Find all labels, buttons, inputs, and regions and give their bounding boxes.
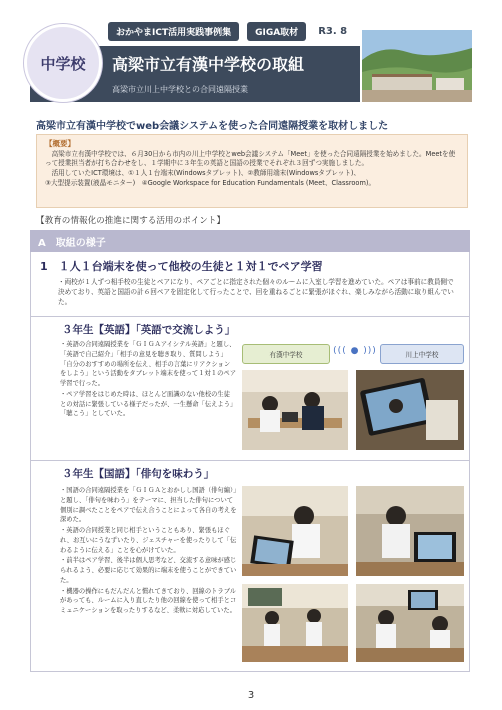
english-photo-tablet <box>356 370 464 450</box>
divider-japanese <box>30 460 470 461</box>
section-a-bar: A 取組の様子 <box>30 230 470 252</box>
english-photo-classroom <box>242 370 348 450</box>
japanese-photo-student-right <box>356 486 464 576</box>
english-bullets <box>60 340 236 420</box>
english-bullet-2: ・ペア学習をはじめた時は、ほとんど面識のない他校の生徒との対話に緊張している様子だったが、一生懸命「伝えよう」「聴こう」としていた。 <box>60 390 234 418</box>
date-tag: R3. 8 <box>318 26 348 37</box>
header-tags <box>108 22 347 41</box>
signal-icon: ((( ● ))) <box>333 346 377 356</box>
type-tag: GIGA取材 <box>247 22 306 41</box>
page-number: 3 <box>247 690 255 701</box>
item-1-body: ・両校が１人ずつ相手校の生徒とペアになり、ペアごとに指定された個々のルームに入室し学習を進めていた。ペアは事前に教員側で決めており、英語と国語の計６回ペアを固定化して行ったことで、回を重ねるごとに緊張がほぐれ、楽しみながら活動に取り組んでいた。 <box>58 278 454 306</box>
overview-title: 【概要】 <box>45 139 75 148</box>
overview-paragraph-2: 活用していたICT環境は、①１人１台端末(Windowsタブレット)、②教師用端末(Windowsタブレット)、 <box>51 168 361 177</box>
japanese-heading: ３年生【国語】「俳句を味わう」 <box>62 468 215 480</box>
school-label-kawakami: 川上中学校 <box>380 344 464 364</box>
japanese-bullets <box>60 486 238 617</box>
japanese-photo-classroom <box>242 584 348 662</box>
page-subtitle: 高梁市立川上中学校との合同遠隔授業 <box>112 85 248 94</box>
school-label-ukan: 有漢中学校 <box>242 344 330 364</box>
points-heading: 【教育の情報化の推進に関する活用のポイント】 <box>36 216 226 226</box>
english-heading: ３年生【英語】「英語で交流しよう」 <box>62 324 236 336</box>
japanese-bullet-2: ・英語の合同授業と同じ相手ということもあり、緊張もほぐれ、お互いにうなずいたり、ジェスチャーを使ったりして「伝わるように伝える」ことを心がけていた。 <box>60 527 237 554</box>
overview-paragraph-3: ③大型提示装置(液晶モニター) ④Google Workspace for Education Fundamentals (Meet、Classroom)。 <box>45 178 376 187</box>
overview-box <box>36 134 468 208</box>
japanese-photo-student-left <box>242 486 348 576</box>
item-1-heading: 1 １人１台端末を使って他校の生徒と１対１でペア学習 <box>40 260 323 273</box>
header <box>0 0 502 110</box>
japanese-photo-pair <box>356 584 464 662</box>
lead-text: 高梁市立有漢中学校でweb会議システムを使った合同遠隔授業を取材しました <box>36 121 389 132</box>
japanese-bullet-3: ・前半はペア学習、後半は個人思考など、交流する意味が感じられるよう、必要に応じて効果的に端末を使うことができていた。 <box>60 557 237 584</box>
page-title: 高梁市立有漢中学校の取組 <box>112 55 305 74</box>
overview-paragraph-1: 高梁市立有漢中学校では、６月30日から市内の川上中学校とweb会議システム「Meet」を使った合同遠隔授業を始めました。Meetを使って授業担当者が打ち合わせをし、１学期中に３年生の英語と国語の授業でそれぞれ３回ずつ実施しました。 <box>45 149 456 168</box>
school-landscape-photo <box>362 30 472 102</box>
school-level-badge <box>24 24 102 102</box>
school-level-label: 中学校 <box>40 54 86 73</box>
japanese-bullet-1: ・国語の合同遠隔授業を「ＧＩＧＡとおかしし国語（俳句編）」と題し、「俳句を味わう」をテーマに、担当した俳句について個別に調べたことをペアで伝え合うことによって各自の考えを深めた。 <box>60 487 237 524</box>
japanese-bullet-4: ・機器の操作にもだんだんと慣れてきており、回線のトラブルがあっても、ルームに入り直したり他の回線を使って相手とコミュニケーションを取ったりするなど、柔軟に対応していた。 <box>60 587 237 614</box>
series-tag: おかやまICT活用実践事例集 <box>108 22 239 41</box>
divider-english <box>30 316 470 317</box>
english-bullet-1: ・英語の合同遠隔授業を「ＧＩＧＡアイシテル英語」と題し、「英語で自己紹介」「相手の意見を聴き取り、質問しよう」「自分のおすすめの場所を伝え、相手の言葉にリアクションをしよう」という活動をタブレット端末を使って１対１のペア学習で行った。 <box>60 341 236 387</box>
